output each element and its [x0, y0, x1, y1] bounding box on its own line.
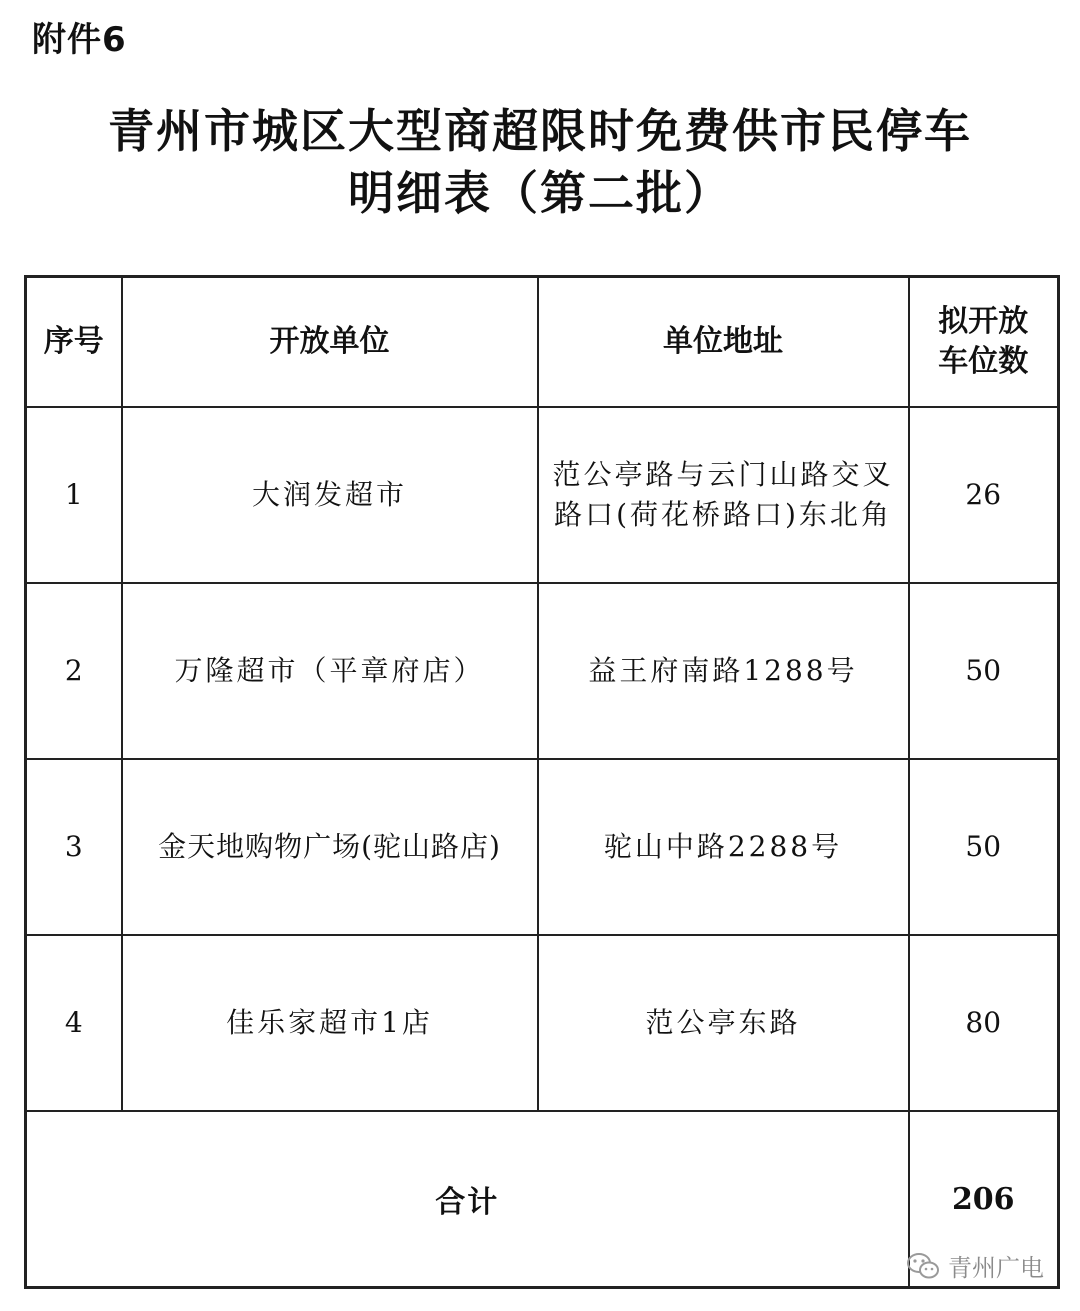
header-spaces-line-2: 车位数: [938, 344, 1029, 379]
document-title: [0, 100, 1080, 224]
row-spaces: 80: [909, 935, 1059, 1111]
wechat-icon: [906, 1251, 940, 1281]
row-spaces: 50: [909, 583, 1059, 759]
row-unit: 万隆超市（平章府店）: [122, 583, 538, 759]
row-index: 3: [26, 759, 122, 935]
total-row: [26, 1111, 1059, 1288]
title-line-2: 明细表（第二批）: [348, 166, 732, 220]
row-address: 范公亭路与云门山路交叉路口(荷花桥路口)东北角: [538, 407, 909, 583]
row-unit: 佳乐家超市1店: [122, 935, 538, 1111]
row-index: 4: [26, 935, 122, 1111]
row-index: 2: [26, 583, 122, 759]
header-spaces-line-1: 拟开放: [938, 304, 1029, 339]
header-address: 单位地址: [538, 277, 909, 408]
table-header-row: [26, 277, 1059, 408]
row-unit: 金天地购物广场(驼山路店): [122, 759, 538, 935]
row-spaces: 26: [909, 407, 1059, 583]
row-address: 益王府南路1288号: [538, 583, 909, 759]
table-row: [26, 759, 1059, 935]
header-unit: 开放单位: [122, 277, 538, 408]
parking-table: [24, 275, 1060, 1289]
header-spaces: [909, 277, 1059, 408]
row-address: 范公亭东路: [538, 935, 909, 1111]
watermark: [906, 1248, 1044, 1283]
table-row: [26, 935, 1059, 1111]
watermark-text: 青州广电: [948, 1254, 1044, 1282]
total-label: 合计: [26, 1111, 909, 1288]
total-value: 206: [909, 1111, 1059, 1288]
header-index: 序号: [26, 277, 122, 408]
row-index: 1: [26, 407, 122, 583]
table-row: [26, 407, 1059, 583]
attachment-label: 附件6: [32, 20, 127, 60]
row-spaces: 50: [909, 759, 1059, 935]
row-address: 驼山中路2288号: [538, 759, 909, 935]
title-line-1: 青州市城区大型商超限时免费供市民停车: [108, 104, 972, 158]
table-row: [26, 583, 1059, 759]
row-unit: 大润发超市: [122, 407, 538, 583]
